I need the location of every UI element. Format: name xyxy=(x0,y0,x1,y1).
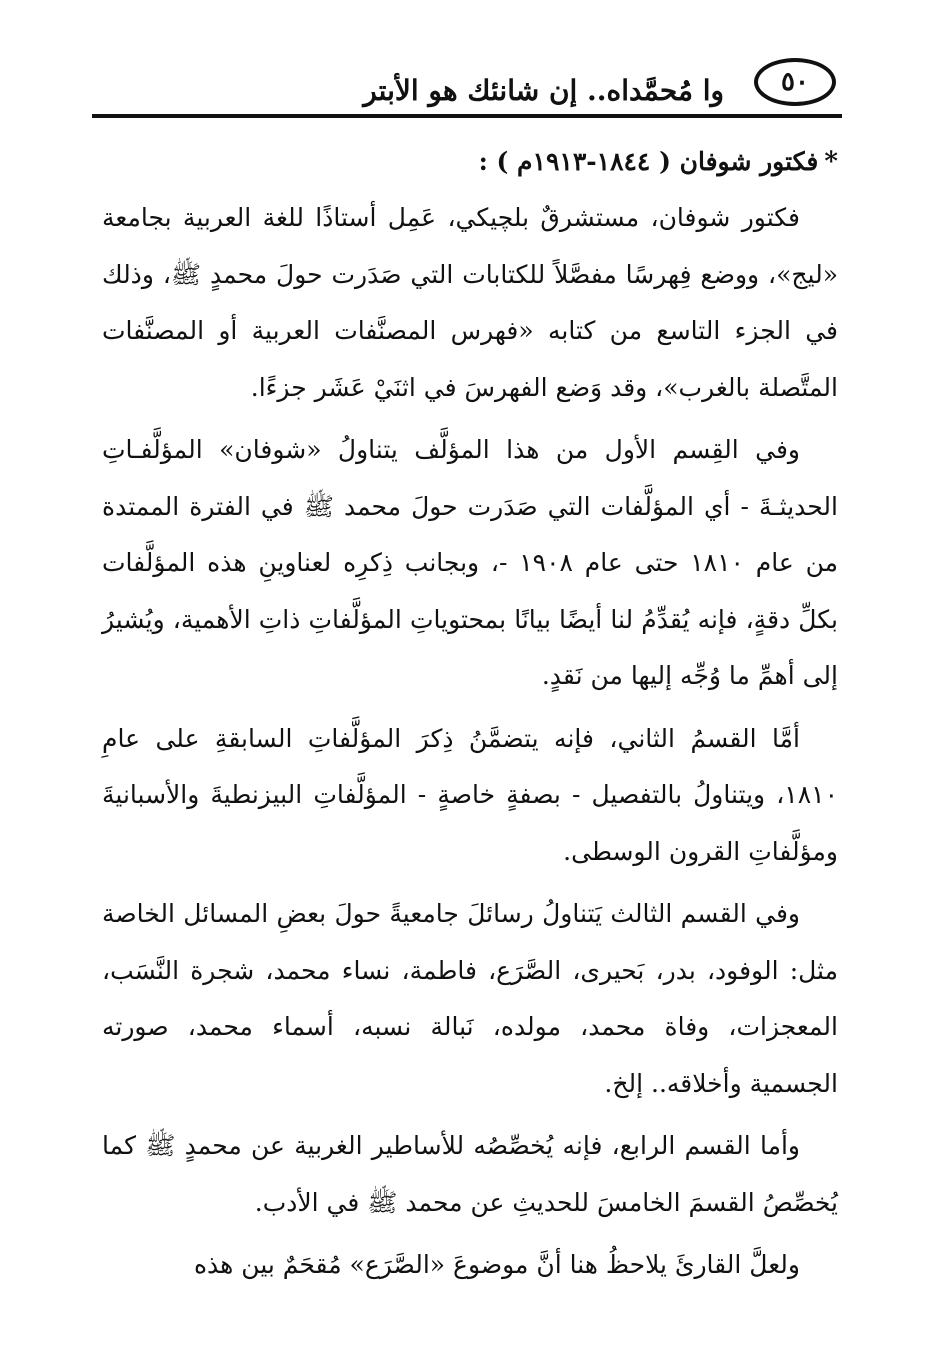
header-rule xyxy=(92,114,842,118)
paragraph-2: وفي القِسم الأول من هذا المؤلَّف يتناولُ «شوفان» المؤلَّفـاتِ الحديثـةَ - أي المؤلَّفات التي صَدَرت حولَ محمد ﷺ في الفترة الممتدة من عام ١٨١٠ حتى عام ١٩٠٨ -، وبجانب ذِكرِه لعناوينِ هذه المؤلَّفات بكلِّ دقةٍ، فإنه يُقدِّمُ لنا أيضًا بيانًا بمحتوياتِ المؤلَّفاتِ ذاتِ الأهمية، ويُشيرُ إلى أهمِّ ما وُجِّه إليها من نَقدٍ. xyxy=(102,435,838,690)
running-title: وا مُحمَّداه.. إن شانئك هو الأبتر xyxy=(363,74,724,107)
page-number: ٥٠ xyxy=(754,58,836,106)
paragraph-1: فكتور شوفان، مستشرقٌ بلچيكي، عَمِل أستاذًا للغة العربية بجامعة «ليج»، ووضع فِهرسًا مفصَّلاً للكتابات التي صَدَرت حولَ محمدٍ ﷺ، وذلك في الجزء التاسع من كتابه «فهرس المصنَّفات العربية أو المصنَّفات المتَّصلة بالغرب»، وقد وَضع الفهرسَ في اثنَيْ عَشَر جزءًا. xyxy=(102,203,838,402)
star-bullet-icon: * xyxy=(824,147,838,177)
section-heading-text: فكتور شوفان ( ١٨٤٤-١٩١٣م ) : xyxy=(478,147,819,176)
paragraph-5: وأما القسم الرابع، فإنه يُخصِّصُه للأساطير الغربية عن محمدٍ ﷺ كما يُخصِّصُ القسمَ الخامسَ للحديثِ عن محمد ﷺ في الأدب. xyxy=(102,1131,838,1217)
page-body xyxy=(102,134,838,1294)
section-heading xyxy=(102,134,838,190)
paragraph-6: ولعلَّ القارئَ يلاحظُ هنا أنَّ موضوعَ «الصَّرَع» مُقحَمٌ بين هذه xyxy=(193,1250,800,1279)
paragraph-3: أمَّا القسمُ الثاني، فإنه يتضمَّنُ ذِكرَ المؤلَّفاتِ السابقةِ على عامِ ١٨١٠، ويتناولُ بالتفصيل - بصفةٍ خاصةٍ - المؤلَّفاتِ البيزنطيةَ والأسبانيةَ ومؤلَّفاتِ القرون الوسطى. xyxy=(102,723,838,866)
paragraph-4: وفي القسم الثالث يَتناولُ رسائلَ جامعيةً حولَ بعضِ المسائل الخاصة مثل: الوفود، بدر، بَحيرى، الصَّرَع، فاطمة، نساء محمد، شجرة النَّسَب، المعجزات، وفاة محمد، مولده، نَبالة نسبه، أسماء محمد، صورته الجسمية وأخلاقه.. إلخ. xyxy=(102,899,838,1098)
page-header xyxy=(92,52,842,118)
